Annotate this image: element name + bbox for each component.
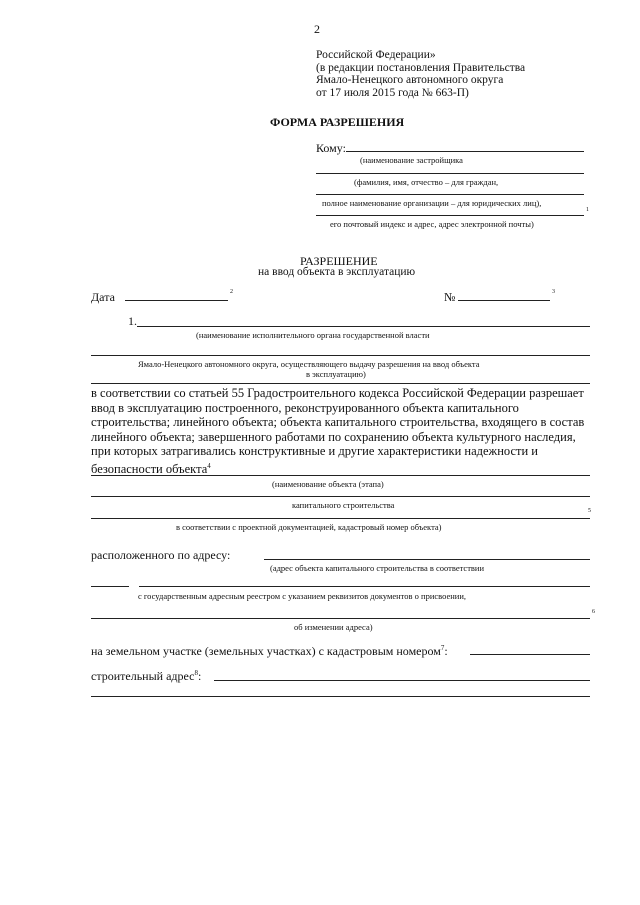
recipient-label: Кому: [316, 141, 346, 155]
recipient-caption: его почтовый индекс и адрес, адрес электронной почты) [330, 219, 534, 229]
footnote-mark: 4 [207, 461, 211, 470]
land-plot-label: на земельном участке (земельных участках) с кадастровым номером$^7$: [91, 644, 448, 658]
address-caption: с государственным адресным реестром с указанием реквизитов документов о присвоении, [138, 591, 467, 601]
building-address-field[interactable] [214, 680, 590, 681]
footnote-mark: 3 [552, 289, 555, 295]
paragraph-line: линейного объекта; завершенного работами по сохранению объекта культурного наследия, [91, 429, 576, 444]
address-caption: об изменении адреса) [294, 622, 373, 632]
address-field[interactable] [139, 586, 590, 587]
permit-subtitle: на ввод объекта в эксплуатацию [258, 266, 416, 278]
recipient-caption: (фамилия, имя, отчество – для граждан, [354, 177, 499, 187]
object-caption: в соответствии с проектной документацией, кадастровый номер объекта) [176, 522, 442, 532]
footnote-mark: 2 [230, 289, 233, 295]
object-field[interactable] [91, 475, 590, 476]
authority-caption: (наименование исполнительного органа государственной власти [196, 330, 430, 340]
authority-caption: Ямало-Ненецкого автономного округа, осуществляющего выдачу разрешения на ввод объекта [138, 359, 480, 369]
document-header [316, 49, 525, 99]
building-address-label: строительный адрес$^8$: [91, 669, 202, 683]
address-field[interactable] [91, 586, 129, 587]
number-label: № [444, 290, 456, 304]
address-caption: (адрес объекта капитального строительства в соответствии [270, 563, 485, 573]
header-line: Российской Федерации» [316, 49, 436, 61]
recipient-field[interactable] [346, 151, 584, 152]
recipient-caption: полное наименование организации – для юридических лиц), [322, 198, 542, 208]
footnote-mark: 1 [586, 207, 589, 213]
address-field[interactable] [264, 559, 590, 560]
recipient-field[interactable] [316, 173, 584, 174]
form-title: ФОРМА РАЗРЕШЕНИЯ [270, 115, 405, 129]
footnote-mark: 8 [194, 669, 198, 677]
recipient-caption: (наименование застройщика [360, 155, 463, 165]
building-address-field[interactable] [91, 696, 590, 697]
footnote-mark: 7 [440, 644, 445, 652]
header-line: от 17 июля 2015 года № 663-П) [316, 86, 469, 99]
address-field[interactable] [91, 618, 590, 619]
object-caption: (наименование объекта (этапа) [272, 479, 384, 489]
header-line: (в редакции постановления Правительства [316, 61, 526, 74]
page-number: 2 [314, 22, 320, 36]
main-paragraph [91, 386, 591, 477]
land-plot-field[interactable] [470, 654, 590, 655]
authority-field[interactable] [91, 355, 590, 356]
object-field[interactable] [91, 518, 590, 519]
number-field[interactable] [458, 300, 550, 301]
authority-caption: в эксплуатацию) [306, 369, 366, 379]
paragraph-line: при которых затрагивались конструктивные и другие характеристики надежности и [91, 444, 538, 459]
authority-field[interactable] [91, 383, 590, 384]
object-field[interactable] [91, 496, 590, 497]
object-caption: капитального строительства [292, 500, 395, 510]
date-label: Дата [91, 290, 115, 304]
footnote-mark: 6 [592, 609, 595, 615]
paragraph-line: строительства; линейного объекта; объекта капитального строительства, входящего в состав [91, 415, 585, 430]
address-label: расположенного по адресу: [91, 548, 231, 562]
recipient-field[interactable] [316, 215, 584, 216]
paragraph-line: ввод в эксплуатацию построенного, реконструированного объекта капитального [91, 400, 519, 415]
paragraph-line: безопасности объекта$^4$ [91, 461, 211, 477]
item-number: 1. [128, 314, 137, 328]
date-field[interactable] [125, 300, 228, 301]
footnote-mark: 5 [588, 508, 591, 514]
recipient-field[interactable] [316, 194, 584, 195]
authority-field[interactable] [137, 326, 590, 327]
permit-title: РАЗРЕШЕНИЕ [300, 254, 378, 268]
paragraph-line: в соответствии со статьей 55 Градостроительного кодекса Российской Федерации разрешает [91, 386, 584, 400]
header-line: Ямало-Ненецкого автономного округа [316, 74, 504, 86]
